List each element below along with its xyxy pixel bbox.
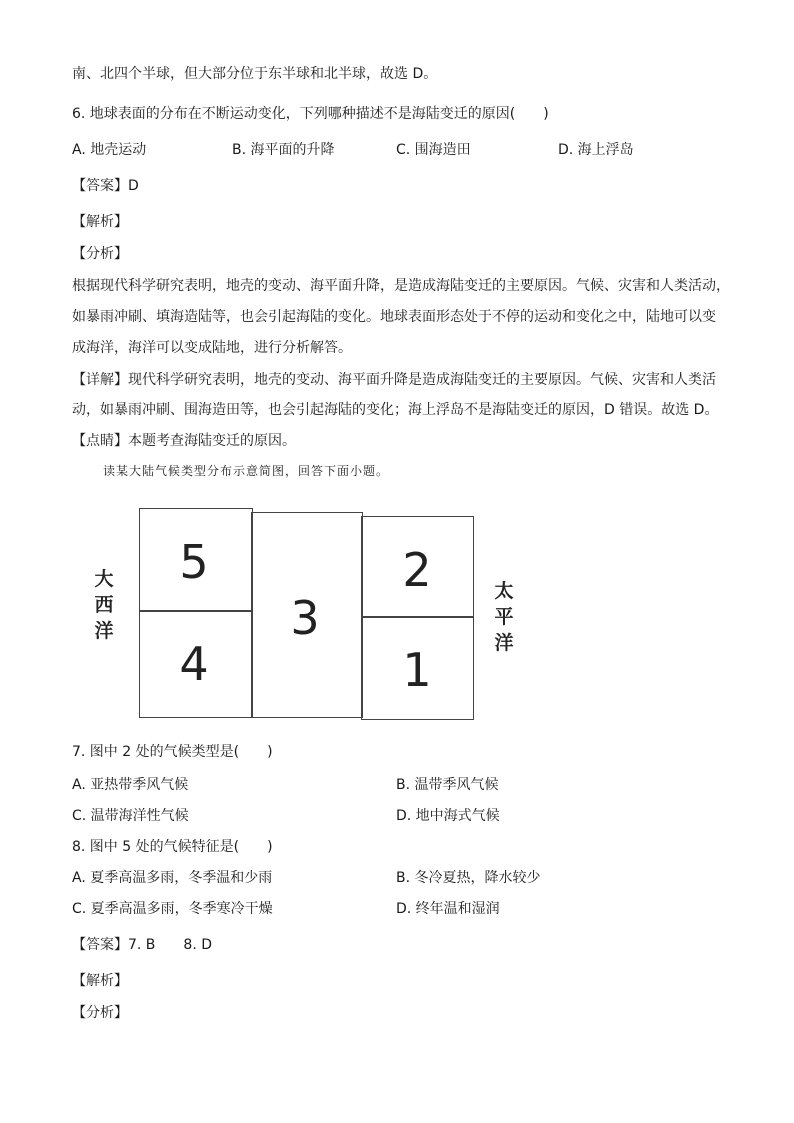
region-label: 2 — [402, 543, 432, 597]
q7-option-b: B. 温带季风气候 — [396, 777, 499, 793]
q8-option-b: B. 冬冷夏热，降水较少 — [396, 870, 541, 886]
q8-option-a: A. 夏季高温多雨，冬季温和少雨 — [72, 870, 273, 886]
fenxi-para-line: 根据现代科学研究表明，地壳的变动、海平面升降，是造成海陆变迁的主要原因。气候、灾害和人类活动， — [72, 278, 730, 294]
figure-intro: 读某大陆气候类型分布示意简图，回答下面小题。 — [103, 464, 390, 478]
question-8: 8. 图中 5 处的气候特征是( ) — [72, 839, 273, 855]
text-line: 南、北四个半球，但大部分位于东半球和北半球，故选 D。 — [72, 66, 438, 82]
analysis-heading-7-8: 【解析】 — [72, 973, 128, 989]
climate-map — [139, 508, 475, 720]
q7-option-d: D. 地中海式气候 — [396, 808, 500, 824]
pacific-char: 平 — [494, 606, 514, 628]
atlantic-label — [92, 566, 116, 644]
region-label: 4 — [179, 637, 209, 691]
atlantic-char: 大 — [94, 568, 114, 590]
q6-option-b: B. 海平面的升降 — [232, 142, 335, 158]
question-6: 6. 地球表面的分布在不断运动变化，下列哪种描述不是海陆变迁的原因( ) — [72, 106, 549, 122]
q7-option-c: C. 温带海洋性气候 — [72, 808, 189, 824]
answer-7-8: 【答案】7. B 8. D — [72, 937, 212, 953]
region-label: 1 — [402, 643, 432, 697]
fenxi-heading-6: 【分析】 — [72, 246, 128, 262]
q6-option-d: D. 海上浮岛 — [558, 142, 634, 158]
pacific-char: 洋 — [494, 632, 514, 654]
xiangjie-line: 【详解】现代科学研究表明，地壳的变动、海平面升降是造成海陆变迁的主要原因。气候、灾害和人类活 — [72, 372, 716, 388]
q8-option-c: C. 夏季高温多雨，冬季寒冷干燥 — [72, 901, 273, 917]
answer-6: 【答案】D — [72, 178, 139, 194]
fenxi-heading-7-8: 【分析】 — [72, 1005, 128, 1021]
pacific-char: 太 — [494, 580, 514, 602]
region-label: 3 — [290, 591, 320, 645]
xiangjie-line: 动，如暴雨冲刷、围海造田等，也会引起海陆的变化；海上浮岛不是海陆变迁的原因，D 错误。故选 D。 — [72, 402, 719, 418]
question-7: 7. 图中 2 处的气候类型是( ) — [72, 744, 273, 760]
q6-option-a: A. 地壳运动 — [72, 142, 147, 158]
atlantic-char: 洋 — [94, 620, 114, 642]
pacific-label — [492, 578, 516, 656]
q6-option-c: C. 围海造田 — [396, 142, 471, 158]
q7-option-a: A. 亚热带季风气候 — [72, 777, 189, 793]
fenxi-para-line: 成海洋，海洋可以变成陆地，进行分析解答。 — [72, 340, 352, 356]
fenxi-para-line: 如暴雨冲刷、填海造陆等，也会引起海陆的变化。地球表面形态处于不停的运动和变化之中，陆地可以变 — [72, 309, 716, 325]
region-label: 5 — [179, 535, 209, 589]
atlantic-char: 西 — [94, 594, 114, 616]
analysis-heading-6: 【解析】 — [72, 214, 128, 230]
dianjing-line: 【点睛】本题考查海陆变迁的原因。 — [72, 433, 296, 449]
q8-option-d: D. 终年温和湿润 — [396, 901, 500, 917]
